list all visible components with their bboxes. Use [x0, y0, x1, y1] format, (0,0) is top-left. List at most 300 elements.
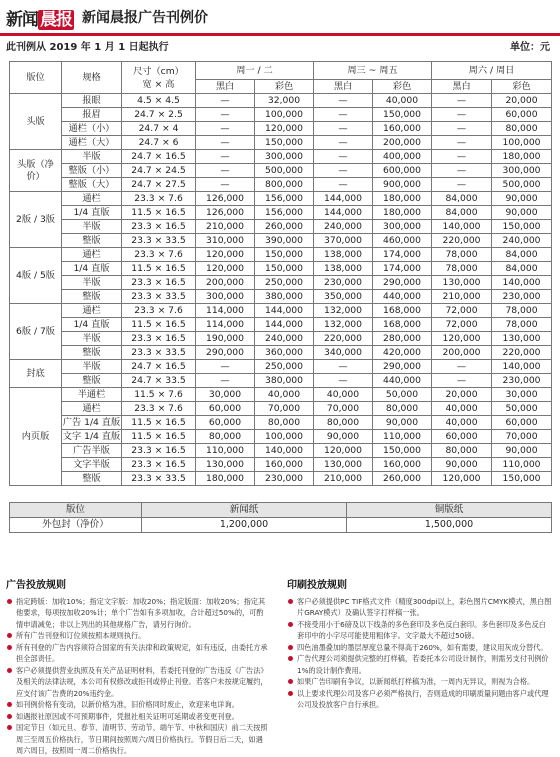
price-cell: 440,000 — [373, 374, 432, 388]
size-cell: 23.3 × 16.5 — [122, 276, 196, 290]
table-header-row — [10, 62, 552, 80]
price-cell: 138,000 — [314, 262, 373, 276]
price-cell: 126,000 — [196, 206, 255, 220]
size-cell: 11.5 × 16.5 — [122, 206, 196, 220]
price-cell: — — [432, 360, 492, 374]
price-cell: 90,000 — [492, 206, 552, 220]
price-cell: 800,000 — [255, 178, 314, 192]
price-cell: 78,000 — [432, 248, 492, 262]
ad-placement-rules — [6, 580, 268, 757]
price-cell: 110,000 — [196, 444, 255, 458]
price-cell: 200,000 — [373, 136, 432, 150]
price-cell: 144,000 — [314, 206, 373, 220]
spec-cell: 通栏 — [62, 402, 122, 416]
size-cell: 4.5 × 4.5 — [122, 94, 196, 108]
col-header-wed-fri: 周三 ~ 周五 — [314, 62, 432, 80]
newspaper-logo: 新闻 晨报 — [6, 10, 72, 30]
price-cell: 78,000 — [492, 318, 552, 332]
price-cell: 180,000 — [492, 150, 552, 164]
price-cell: 290,000 — [196, 346, 255, 360]
price-cell: 50,000 — [492, 402, 552, 416]
spec-cell: 整版（大） — [62, 178, 122, 192]
table-row — [10, 402, 552, 416]
size-cell: 23.3 × 16.5 — [122, 220, 196, 234]
price-cell: 80,000 — [196, 430, 255, 444]
table-header-row — [10, 503, 552, 518]
table-row — [10, 318, 552, 332]
price-cell: 260,000 — [373, 472, 432, 486]
price-cell: 120,000 — [314, 444, 373, 458]
table-row — [10, 332, 552, 346]
price-cell: 190,000 — [196, 332, 255, 346]
price-cell: — — [314, 374, 373, 388]
price-cell: 230,000 — [492, 290, 552, 304]
price-cell: — — [314, 136, 373, 150]
spec-cell: 半版 — [62, 332, 122, 346]
price-cell: 144,000 — [255, 318, 314, 332]
size-cell: 24.7 × 24.5 — [122, 164, 196, 178]
price-cell: 210,000 — [196, 220, 255, 234]
rule-item: 客户必须提供PC TIF格式文件（精度300dpi以上，彩色图片CMYK模式，黑白图片GRAY模式）及确认签字打样稿一张。 — [287, 596, 553, 619]
size-cell: 11.5 × 16.5 — [122, 430, 196, 444]
price-cell: — — [314, 164, 373, 178]
price-cell: 90,000 — [492, 192, 552, 206]
price-cell: 78,000 — [432, 262, 492, 276]
price-cell: 180,000 — [196, 472, 255, 486]
size-cell: 23.3 × 7.6 — [122, 248, 196, 262]
col-header-bw: 黑白 — [314, 80, 373, 94]
spec-cell: 半版 — [62, 220, 122, 234]
wrap-col-coated: 铜版纸 — [347, 503, 552, 518]
table-row — [10, 276, 552, 290]
section-label: 6版 / 7版 — [10, 304, 62, 360]
price-cell: 440,000 — [373, 290, 432, 304]
size-cell: 23.3 × 16.5 — [122, 444, 196, 458]
price-cell: — — [196, 164, 255, 178]
spec-cell: 通栏（大） — [62, 136, 122, 150]
price-cell: 50,000 — [373, 388, 432, 402]
price-cell: 120,000 — [432, 332, 492, 346]
price-cell: 168,000 — [373, 304, 432, 318]
price-cell: 138,000 — [314, 248, 373, 262]
price-cell: 460,000 — [373, 234, 432, 248]
price-cell: 340,000 — [314, 346, 373, 360]
price-cell: 174,000 — [373, 262, 432, 276]
table-row — [10, 234, 552, 248]
price-cell: 70,000 — [255, 402, 314, 416]
table-row — [10, 458, 552, 472]
price-cell: 230,000 — [492, 374, 552, 388]
price-cell: 72,000 — [432, 304, 492, 318]
price-cell: 280,000 — [373, 332, 432, 346]
price-cell: 140,000 — [492, 360, 552, 374]
size-cell: 23.3 × 33.5 — [122, 234, 196, 248]
size-cell: 11.5 × 16.5 — [122, 262, 196, 276]
price-cell: 40,000 — [373, 94, 432, 108]
table-row — [10, 472, 552, 486]
rule-item: 所有广告刊登和订位须按照本规则执行。 — [6, 630, 268, 642]
price-cell: 84,000 — [432, 206, 492, 220]
table-row — [10, 220, 552, 234]
page-header — [0, 0, 560, 34]
price-cell: 60,000 — [492, 108, 552, 122]
price-cell: 150,000 — [492, 220, 552, 234]
table-row — [10, 444, 552, 458]
size-cell: 24.7 × 27.5 — [122, 178, 196, 192]
price-cell: 200,000 — [196, 276, 255, 290]
price-cell: 220,000 — [314, 332, 373, 346]
price-cell: 180,000 — [373, 206, 432, 220]
price-cell: 60,000 — [196, 416, 255, 430]
size-cell: 24.7 × 4 — [122, 122, 196, 136]
price-cell: 160,000 — [373, 458, 432, 472]
spec-cell: 半版 — [62, 276, 122, 290]
size-cell: 23.3 × 33.5 — [122, 346, 196, 360]
price-cell: 300,000 — [255, 150, 314, 164]
effective-date-note: 此刊例从 2019 年 1 月 1 日起执行 — [6, 42, 169, 53]
price-cell: 30,000 — [492, 388, 552, 402]
price-cell: 114,000 — [196, 318, 255, 332]
table-row — [10, 122, 552, 136]
price-cell: 420,000 — [373, 346, 432, 360]
spec-cell: 通栏（小） — [62, 122, 122, 136]
price-cell: 32,000 — [255, 94, 314, 108]
rule-item: 四色油墨叠加的墨层厚度总量不得高于260%，如有需要，建议用灰成分替代。 — [287, 642, 553, 654]
size-cell: 23.3 × 7.6 — [122, 402, 196, 416]
price-cell: 20,000 — [492, 94, 552, 108]
table-row — [10, 178, 552, 192]
price-cell: — — [196, 94, 255, 108]
price-cell: 70,000 — [314, 402, 373, 416]
size-cell: 24.7 × 2.5 — [122, 108, 196, 122]
price-cell: 110,000 — [492, 458, 552, 472]
ad-rules-title: 广告投放规则 — [6, 580, 66, 591]
price-cell: 260,000 — [255, 220, 314, 234]
spec-cell: 1/4 直版 — [62, 262, 122, 276]
rule-item: 以上要求代理公司及客户必须严格执行，否则造成的印刷质量问题由客户或代理公司及投放客户自行承担。 — [287, 688, 553, 711]
price-cell: 250,000 — [255, 276, 314, 290]
price-cell: 144,000 — [314, 192, 373, 206]
price-cell: 90,000 — [314, 430, 373, 444]
price-cell: 300,000 — [373, 220, 432, 234]
price-cell: 132,000 — [314, 318, 373, 332]
section-label: 2版 / 3版 — [10, 192, 62, 248]
spec-cell: 整版（小） — [62, 164, 122, 178]
size-cell: 23.3 × 16.5 — [122, 458, 196, 472]
price-cell: 210,000 — [314, 472, 373, 486]
rule-item: 所有刊登的广告内容须符合国家的有关法律和政策规定，如有违反，由委托方承担全部责任。 — [6, 642, 268, 665]
price-cell: 156,000 — [255, 192, 314, 206]
price-cell: 390,000 — [255, 234, 314, 248]
price-cell: 130,000 — [492, 332, 552, 346]
price-cell: 120,000 — [432, 472, 492, 486]
col-header-color: 彩色 — [255, 80, 314, 94]
rule-item: 指定跨版：加收10%；指定文字版：加收20%；指定版面：加收20%；指定其他要求，每项按加收20%计；单个广告如有多项加收，合计超过50%的，可酌情申请减免；非以上列出的其他规格广告，请另行询价。 — [6, 596, 268, 631]
price-cell: — — [314, 178, 373, 192]
spec-cell: 广告半版 — [62, 444, 122, 458]
rule-item: 国定节日（如元旦、春节、清明节、劳动节、端午节、中秋和国庆）前二天按照周三至周五价格执行，节日期间按照周六/周日价格执行。节假日后二天，如遇周六周日，按照周一周二价格执行。 — [6, 722, 268, 757]
price-cell: — — [432, 108, 492, 122]
price-cell: — — [196, 374, 255, 388]
subheader — [0, 34, 560, 52]
spec-cell: 整版 — [62, 346, 122, 360]
price-cell: 240,000 — [314, 220, 373, 234]
table-row — [10, 388, 552, 402]
spec-cell: 文字 1/4 直版 — [62, 430, 121, 442]
spec-cell: 报眉 — [62, 108, 122, 122]
wrap-col-section: 版位 — [10, 503, 142, 518]
rule-item: 如果广告印刷有争议，以新闻纸打样稿为准，一周内无异议，则视为合格。 — [287, 676, 553, 688]
table-row — [10, 518, 552, 533]
price-cell: 500,000 — [255, 164, 314, 178]
col-header-mon-tue: 周一 / 二 — [196, 62, 314, 80]
price-cell: 84,000 — [492, 248, 552, 262]
spec-cell: 通栏 — [62, 192, 122, 206]
price-cell: — — [196, 108, 255, 122]
price-cell: — — [314, 360, 373, 374]
price-cell: 130,000 — [314, 458, 373, 472]
price-cell: 150,000 — [255, 248, 314, 262]
size-cell: 24.7 × 16.5 — [122, 360, 196, 374]
price-cell: 78,000 — [492, 304, 552, 318]
table-row — [10, 94, 552, 108]
price-cell: 60,000 — [196, 402, 255, 416]
col-header-section: 版位 — [10, 62, 62, 94]
price-cell: 174,000 — [373, 248, 432, 262]
price-cell: 140,000 — [432, 220, 492, 234]
price-cell: 100,000 — [492, 136, 552, 150]
table-row — [10, 192, 552, 206]
price-cell: — — [432, 374, 492, 388]
price-cell: — — [314, 150, 373, 164]
price-cell: 290,000 — [373, 360, 432, 374]
spec-cell: 1/4 直版 — [62, 206, 122, 220]
col-header-color: 彩色 — [492, 80, 552, 94]
price-cell: — — [432, 94, 492, 108]
price-cell: 240,000 — [255, 332, 314, 346]
table-row — [10, 150, 552, 164]
rule-item: 如刊例价格有变动，以新价格为准，旧价格同时废止，欢迎来电详询。 — [6, 699, 268, 711]
price-cell: 150,000 — [255, 136, 314, 150]
price-cell: 150,000 — [373, 108, 432, 122]
col-header-sat-sun: 周六 / 周日 — [432, 62, 552, 80]
price-cell: 240,000 — [492, 234, 552, 248]
price-cell: 160,000 — [373, 122, 432, 136]
spec-cell: 通栏 — [62, 248, 122, 262]
spec-cell: 整版 — [62, 472, 122, 486]
price-cell: 380,000 — [255, 290, 314, 304]
price-cell: 400,000 — [373, 150, 432, 164]
size-cell: 23.3 × 7.6 — [122, 192, 196, 206]
cover-wrap-table — [9, 502, 552, 533]
price-cell: 60,000 — [432, 430, 492, 444]
wrap-label: 外包封（净价） — [10, 518, 142, 533]
price-cell: — — [432, 136, 492, 150]
price-cell: — — [196, 136, 255, 150]
table-row — [10, 374, 552, 388]
col-header-bw: 黑白 — [432, 80, 492, 94]
spec-cell: 通栏 — [62, 304, 122, 318]
price-cell: 144,000 — [255, 304, 314, 318]
price-cell: 600,000 — [373, 164, 432, 178]
spec-cell: 广告 1/4 直版 — [62, 416, 121, 428]
wrap-col-newsprint: 新闻纸 — [142, 503, 347, 518]
price-cell: 80,000 — [314, 416, 373, 430]
spec-cell: 1/4 直版 — [62, 318, 122, 332]
price-cell: 84,000 — [492, 262, 552, 276]
rule-item: 如遇报社原因或不可预期事件，凭报社相关证明可延期或者变更刊登。 — [6, 711, 268, 723]
spec-cell: 整版 — [62, 234, 122, 248]
table-row — [10, 206, 552, 220]
price-cell: — — [432, 164, 492, 178]
table-row — [10, 430, 552, 444]
size-cell: 24.7 × 6 — [122, 136, 196, 150]
col-header-size: 尺寸（cm） 宽 × 高 — [122, 62, 196, 94]
price-cell: — — [196, 360, 255, 374]
price-cell: 140,000 — [492, 276, 552, 290]
table-row — [10, 164, 552, 178]
price-cell: 84,000 — [432, 192, 492, 206]
price-cell: 300,000 — [196, 290, 255, 304]
size-cell: 24.7 × 33.5 — [122, 374, 196, 388]
price-cell: 40,000 — [255, 388, 314, 402]
price-cell: 40,000 — [432, 416, 492, 430]
rule-item: 广告代理公司须提供完整的打样稿，若委托本公司设计制作，则需另支付刊例价1%的设计制作费用。 — [287, 653, 553, 676]
price-cell: 250,000 — [255, 360, 314, 374]
price-cell: — — [432, 150, 492, 164]
price-cell: 80,000 — [373, 402, 432, 416]
col-header-bw: 黑白 — [196, 80, 255, 94]
price-cell: 130,000 — [196, 458, 255, 472]
price-cell: 350,000 — [314, 290, 373, 304]
table-row — [10, 304, 552, 318]
size-cell: 11.5 × 16.5 — [122, 416, 196, 430]
spec-cell: 半版 — [62, 360, 122, 374]
price-cell: 90,000 — [373, 416, 432, 430]
price-cell: 140,000 — [255, 444, 314, 458]
currency-unit: 单位：元 — [510, 42, 550, 53]
price-cell: — — [196, 150, 255, 164]
price-cell: 370,000 — [314, 234, 373, 248]
price-cell: 230,000 — [255, 472, 314, 486]
price-cell: — — [196, 178, 255, 192]
price-cell: 126,000 — [196, 192, 255, 206]
table-row — [10, 360, 552, 374]
size-cell: 11.5 × 7.6 — [122, 388, 196, 402]
spec-cell: 报眼 — [62, 94, 122, 108]
spec-cell: 半版 — [62, 150, 122, 164]
price-cell: — — [432, 122, 492, 136]
print-rules-title: 印刷投放规则 — [287, 580, 347, 591]
price-cell: 150,000 — [373, 444, 432, 458]
price-cell: 70,000 — [492, 430, 552, 444]
price-cell: 72,000 — [432, 318, 492, 332]
spec-cell: 文字半版 — [62, 458, 122, 472]
page-title: 新闻晨报广告刊例价 — [82, 10, 208, 26]
price-cell: 310,000 — [196, 234, 255, 248]
table-row — [10, 416, 552, 430]
price-cell: 300,000 — [492, 164, 552, 178]
table-row — [10, 346, 552, 360]
price-cell: 120,000 — [255, 122, 314, 136]
price-cell: 290,000 — [373, 276, 432, 290]
price-cell: 100,000 — [255, 108, 314, 122]
col-header-spec: 规格 — [62, 62, 122, 94]
rate-table — [9, 61, 552, 486]
size-cell: 23.3 × 16.5 — [122, 332, 196, 346]
spec-cell: 整版 — [62, 290, 122, 304]
price-cell: 900,000 — [373, 178, 432, 192]
price-cell: 210,000 — [432, 290, 492, 304]
price-cell: 30,000 — [196, 388, 255, 402]
price-cell: — — [314, 94, 373, 108]
price-cell: 40,000 — [432, 402, 492, 416]
col-header-color: 彩色 — [373, 80, 432, 94]
price-cell: 20,000 — [432, 388, 492, 402]
price-cell: 168,000 — [373, 318, 432, 332]
price-cell: 90,000 — [432, 458, 492, 472]
price-cell: 230,000 — [314, 276, 373, 290]
spec-cell: 半通栏 — [62, 388, 122, 402]
price-cell: 150,000 — [255, 262, 314, 276]
price-cell: 380,000 — [255, 374, 314, 388]
price-cell: 90,000 — [492, 444, 552, 458]
price-cell: — — [196, 122, 255, 136]
section-label: 头版 — [10, 94, 62, 150]
section-label: 封底 — [10, 360, 62, 388]
rule-item: 不接受用小于6磅及以下线条的多色套印及多色反白套印。多色套印及多色反白套印中的小字尽可能使用粗体字。文字最大不超过50磅。 — [287, 619, 553, 642]
price-cell: 80,000 — [255, 416, 314, 430]
price-cell: 80,000 — [492, 122, 552, 136]
price-cell: 150,000 — [492, 472, 552, 486]
table-row — [10, 136, 552, 150]
spec-cell: 整版 — [62, 374, 122, 388]
table-row — [10, 290, 552, 304]
price-cell: 100,000 — [255, 430, 314, 444]
table-row — [10, 108, 552, 122]
price-cell: 130,000 — [432, 276, 492, 290]
price-cell: 200,000 — [432, 346, 492, 360]
size-cell: 23.3 × 7.6 — [122, 304, 196, 318]
price-cell: 220,000 — [432, 234, 492, 248]
size-cell: 23.3 × 33.5 — [122, 472, 196, 486]
section-label: 头版（净价） — [10, 150, 62, 192]
price-cell: 60,000 — [492, 416, 552, 430]
rule-item: 客户必须提供营业执照及有关产品证明材料，若委托刊登的广告违反《广告法》及相关的法律法规，本公司有权修改或拒刊或停止刊登。若客户未按规定履约，应支付该广告费的20%违约金。 — [6, 665, 268, 700]
price-cell: 132,000 — [314, 304, 373, 318]
price-cell: 180,000 — [373, 192, 432, 206]
price-cell: 156,000 — [255, 206, 314, 220]
price-cell: 500,000 — [492, 178, 552, 192]
price-cell: 110,000 — [373, 430, 432, 444]
price-cell: — — [314, 122, 373, 136]
price-cell: — — [432, 178, 492, 192]
table-row — [10, 262, 552, 276]
section-label: 内页版 — [10, 388, 62, 486]
section-label: 4版 / 5版 — [10, 248, 62, 304]
price-cell: 114,000 — [196, 304, 255, 318]
price-cell: 160,000 — [255, 458, 314, 472]
price-cell: 40,000 — [314, 388, 373, 402]
print-rules — [287, 580, 553, 711]
price-cell: 80,000 — [432, 444, 492, 458]
table-row — [10, 248, 552, 262]
size-cell: 24.7 × 16.5 — [122, 150, 196, 164]
price-cell: 220,000 — [492, 346, 552, 360]
wrap-price-coated: 1,500,000 — [347, 518, 552, 533]
price-cell: 120,000 — [196, 248, 255, 262]
price-cell: — — [314, 108, 373, 122]
